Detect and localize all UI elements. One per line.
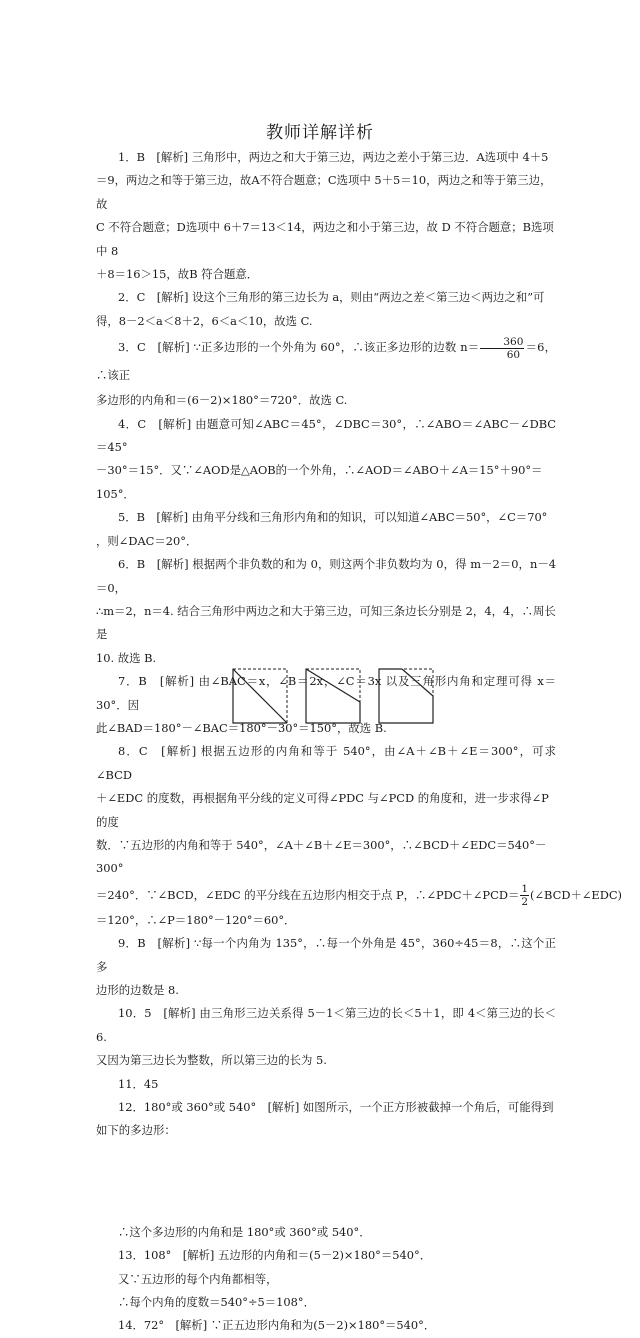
answer-q9-line2: 边形的边数是 8. xyxy=(96,983,179,997)
answer-q5-line2: ，则∠DAC＝20°． xyxy=(96,533,198,548)
figure-triangle xyxy=(232,668,288,724)
answer-q3-line1 xyxy=(96,333,556,389)
answer-q13-line1: 13．108° [解析] 五边形的内角和＝(5－2)×180°＝540°． xyxy=(118,1248,432,1263)
page-title: 教师详解详析 xyxy=(266,123,374,143)
figure-pentagon xyxy=(378,668,434,724)
fraction-360-60 xyxy=(480,336,524,361)
fraction-numerator: 1 xyxy=(521,883,529,896)
figure-spacer xyxy=(96,1143,556,1221)
answer-q2-line1: 2．C [解析] 设这个三角形的第三边长为 a，则由“两边之差＜第三边＜两边之和”可 xyxy=(118,290,545,305)
answer-q8-line3: 数．∵五边形的内角和等于 540°，∠A＋∠B＋∠E＝300°，∴∠BCD＋∠EDC＝540°－300° xyxy=(96,837,547,876)
answer-q8-text-b: (∠BCD＋∠EDC) xyxy=(530,887,622,902)
answer-q10-line1: 10．5 [解析] 由三角形三边关系得 5－1＜第三边的长＜5＋1，即 4＜第三边的长＜6. xyxy=(96,1006,556,1044)
answer-q6-line3: 10. 故选 B. xyxy=(96,650,157,665)
answer-q1-line4: ＋8＝16＞15，故B 符合题意． xyxy=(96,267,259,282)
answer-q12-line1: 12．180°或 360°或 540° [解析] 如图所示，一个正方形被截掉一个角后，可能得到 xyxy=(118,1100,554,1115)
answer-q7-line2: 此∠BAD＝180°－∠BAC＝180°－30°＝150°，故选 B. xyxy=(96,720,387,735)
fraction-denominator: 2 xyxy=(521,896,529,909)
answer-q11-line1: 11．45 xyxy=(118,1076,159,1091)
answer-q4-line1: 4．C [解析] 由题意可知∠ABC＝45°，∠DBC＝30°，∴∠ABO＝∠ABC－∠DBC＝45° xyxy=(96,416,556,455)
answer-q13-line3: ∴每个内角的度数＝540°÷5＝108°． xyxy=(118,1295,315,1310)
answer-q13-line2: 又∵五边形的每个内角都相等， xyxy=(118,1271,278,1286)
answer-q6-line2: ∴m＝2，n＝4. 结合三角形中两边之和大于第三边，可知三条边长分别是 2，4，4，∴周长是 xyxy=(96,603,556,642)
answer-q1-line1: 1．B [解析] 三角形中，两边之和大于第三边，两边之差小于第三边．A选项中 4＋5 xyxy=(118,150,549,164)
fraction-numerator: 360 xyxy=(480,336,524,349)
answer-q8-line2: ＋∠EDC 的度数，再根据角平分线的定义可得∠PDC 与∠PCD 的角度和，进一步求得∠P 的度 xyxy=(96,791,549,829)
cut-square-figures xyxy=(0,668,640,728)
answer-q2-line2: 得，8－2＜a＜8＋2，6＜a＜10，故选 C. xyxy=(96,313,313,328)
answer-q5-line1: 5．B [解析] 由角平分线和三角形内角和的知识，可以知道∠ABC＝50°，∠C＝70° xyxy=(118,510,548,525)
answer-q8-line1: 8．C [解析] 根据五边形的内角和等于 540°，由∠A＋∠B＋∠E＝300°，可求∠BCD xyxy=(96,744,556,782)
answer-q3-line2: 多边形的内角和＝(6－2)×180°＝720°．故选 C. xyxy=(96,393,348,408)
answer-q3-text-a: 3．C [解析] ∵正多边形的一个外角为 60°，∴该正多边形的边数 n＝ xyxy=(118,340,480,355)
answer-q4-line2: －30°＝15°．又∵∠AOD是△AOB的一个外角，∴∠AOD＝∠ABO＋∠A＝15°＋90°＝105°． xyxy=(96,463,543,501)
answer-q8-line5: ＝120°，∴∠P＝180°－120°＝60°． xyxy=(96,912,296,927)
answer-q3-text-b: ＝6，∴该正 xyxy=(96,340,556,383)
figure-quadrilateral xyxy=(305,668,361,724)
answer-q12-conclusion: ∴这个多边形的内角和是 180°或 360°或 540°． xyxy=(118,1224,371,1239)
answer-content xyxy=(96,146,622,1338)
answer-q1-line2: ＝9，两边之和等于第三边，故A不符合题意；C选项中 5＋5＝10，两边之和等于第三边，故 xyxy=(96,173,552,211)
fraction-denominator: 60 xyxy=(506,348,521,361)
answer-q1-line3: C 不符合题意；D选项中 6＋7＝13＜14，两边之和小于第三边，故 D 不符合题意；B选项中 8 xyxy=(96,220,554,258)
answer-q9-line1: 9．B [解析] ∵每一个内角为 135°，∴每一个外角是 45°，360÷45＝8，∴这个正多 xyxy=(96,936,556,974)
answer-q12-line2: 如下的多边形： xyxy=(96,1123,176,1138)
answer-q6-line1: 6．B [解析] 根据两个非负数的和为 0，则这两个非负数均为 0，得 m－2＝0，n－4＝0， xyxy=(96,557,556,595)
answer-q10-line2: 又因为第三边长为整数，所以第三边的长为 5. xyxy=(96,1053,327,1068)
answer-q8-text-a: ＝240°．∵∠BCD，∠EDC 的平分线在五边形内相交于点 P，∴∠PDC＋∠PCD＝ xyxy=(96,887,520,902)
answer-q7-line1: 7．B [解析] 由∠BAC＝x，∠B＝2x，∠C＝3x 以及三角形内角和定理可得 x＝30°．因 xyxy=(96,674,556,712)
answer-q14-line1: 14．72° [解析] ∵正五边形内角和为(5－2)×180°＝540°． xyxy=(118,1318,436,1333)
